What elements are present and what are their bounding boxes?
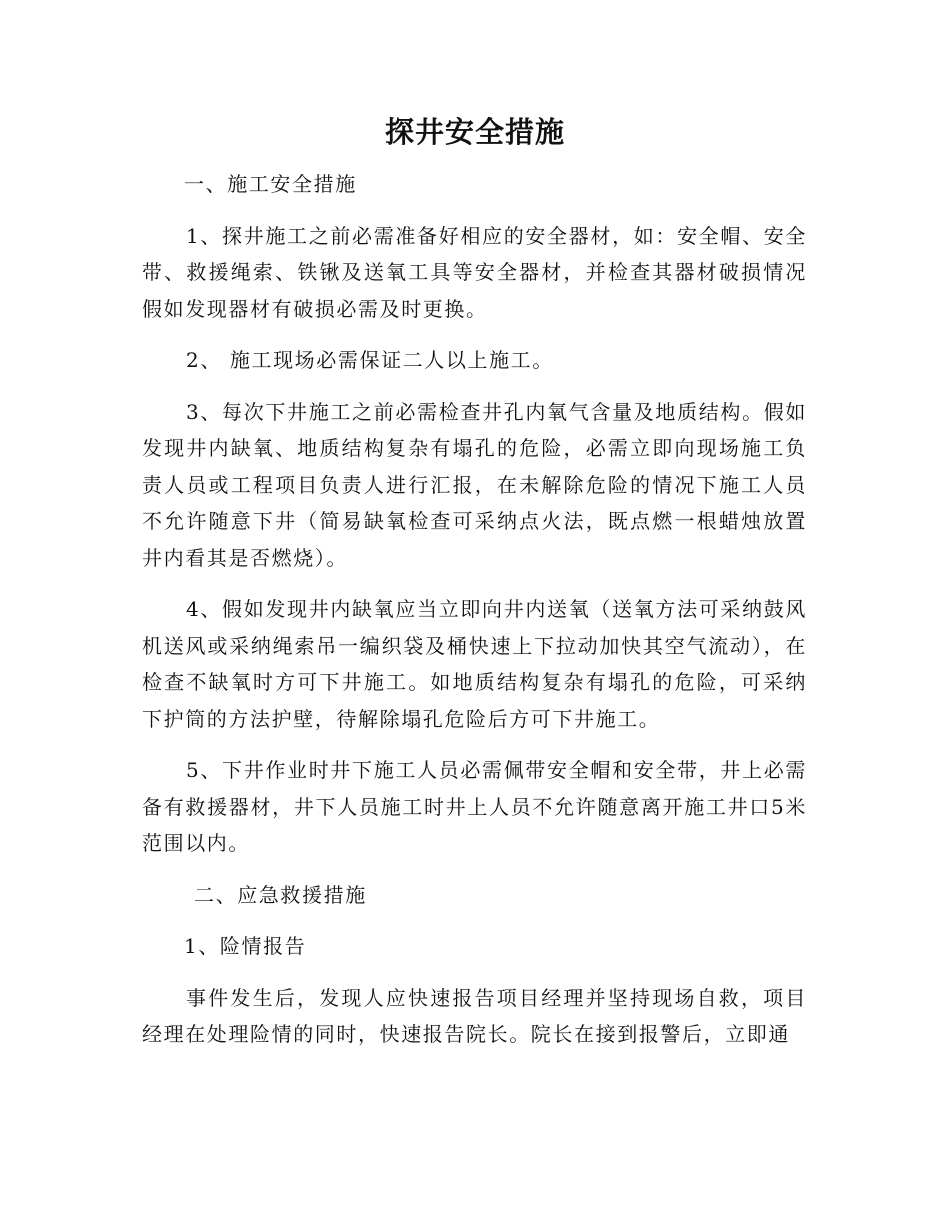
section-heading-construction-safety: 一、施工安全措施 <box>184 172 357 196</box>
document-body <box>142 166 807 1068</box>
section-heading-emergency-rescue: 二、应急救援措施 <box>194 882 367 907</box>
paragraph-3-oxygen-check: 3、每次下井施工之前必需检查井孔内氧气含量及地质结构。假如发现井内缺氧、地质结构复杂有塌孔的危险，必需立即向现场施工负责人员或工程项目负责人进行汇报，在未解除危险的情况下施工人员不允许随意下井（简易缺氧检查可采纳点火法，既点燃一根蜡烛放置井内看其是否燃烧）。 <box>142 399 807 570</box>
paragraph-2-personnel: 2、 施工现场必需保证二人以上施工。 <box>186 348 554 372</box>
paragraph-5-operation: 5、下井作业时井下施工人员必需佩带安全帽和安全带，井上必需备有救援器材，井下人员施工时井上人员不允许随意离开施工井口5米范围以内。 <box>142 758 807 855</box>
subheading-danger-report: 1、险情报告 <box>184 934 307 958</box>
paragraph-1-equipment: 1、探井施工之前必需准备好相应的安全器材，如：安全帽、安全带、救援绳索、铁锹及送氧工具等安全器材，并检查其器材破损情况假如发现器材有破损必需及时更换。 <box>142 223 807 321</box>
document-title: 探井安全措施 <box>384 115 565 149</box>
paragraph-incident-report: 事件发生后，发现人应快速报告项目经理并坚持现场自救，项目经理在处理险情的同时，快速报告院长。院长在接到报警后，立即通 <box>142 985 807 1046</box>
paragraph-4-oxygen-supply: 4、假如发现井内缺氧应当立即向井内送氧（送氧方法可采纳鼓风机送风或采纳绳索吊一编织袋及桶快速上下拉动加快其空气流动），在检查不缺氧时方可下井施工。如地质结构复杂有塌孔的危险，可采纳下护筒的方法护壁，待解除塌孔危险后方可下井施工。 <box>142 597 807 731</box>
